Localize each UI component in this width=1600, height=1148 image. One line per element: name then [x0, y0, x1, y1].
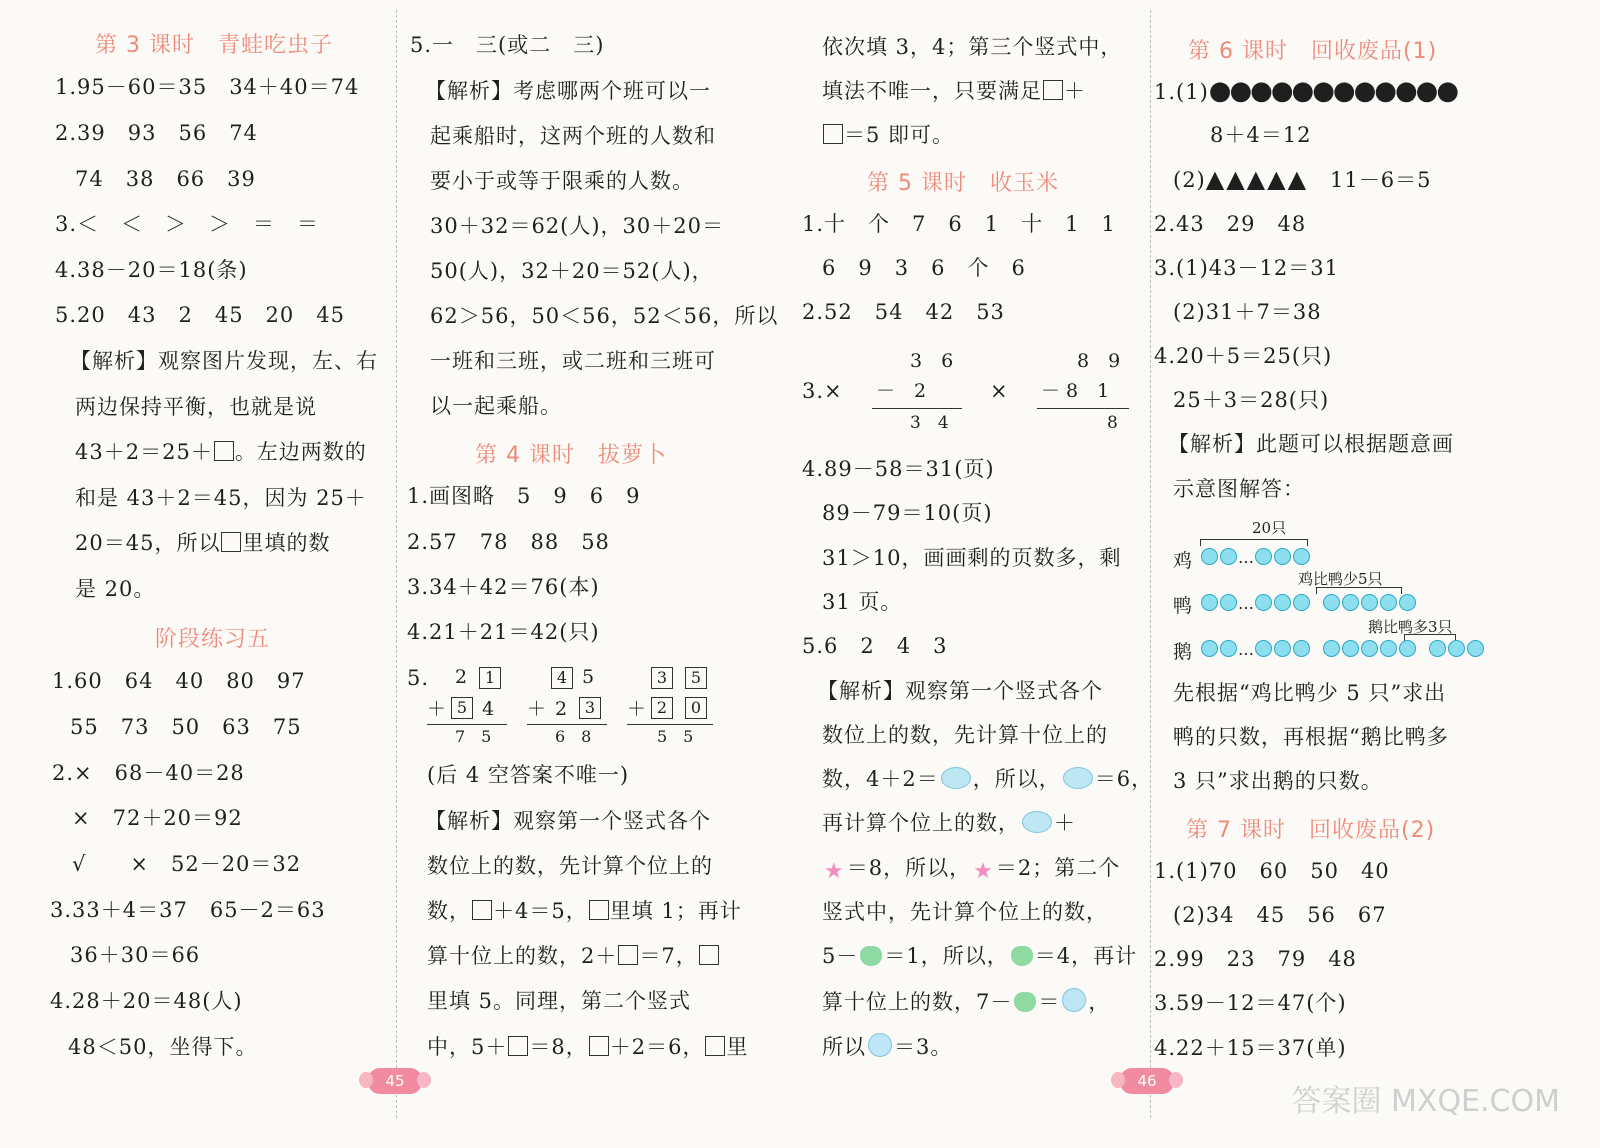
section-title: 第 7 课时 回收废品(2)	[1186, 818, 1436, 843]
explanation-line: 62＞56，50＜56，52＜56，所以	[430, 304, 779, 328]
explanation-line: 数，4＋2＝ ，所以， ＝6，	[822, 767, 1154, 791]
answer-line: (2)34 45 56 67	[1173, 903, 1387, 927]
explanation-line: 先根据“鸡比鸭少 5 只”求出	[1173, 681, 1447, 705]
explanation-line: 【解析】观察第一个竖式各个	[425, 809, 711, 833]
digit: 5	[582, 666, 595, 688]
explanation-line: 里填 5。同理，第二个竖式	[427, 989, 692, 1013]
result: 7 5	[455, 727, 492, 746]
answer-line: 1.60 64 40 80 97	[52, 669, 306, 693]
explanation-line: 算十位上的数，7－ ＝ ，	[822, 990, 1111, 1014]
explanation-line: 50(人)，32＋20＝52(人)，	[430, 259, 714, 283]
oval-symbol	[941, 767, 971, 789]
result: 5 5	[657, 727, 694, 746]
star-symbol: ★	[824, 859, 845, 884]
watermark: 答案圈 MXQE.COM	[1291, 1084, 1560, 1119]
heart-symbol	[860, 946, 882, 966]
digits: 3 6	[910, 350, 954, 372]
answer-line: 4.38－20＝18(条)	[55, 258, 248, 282]
diagram-label: 20只	[1252, 519, 1287, 537]
blank-box	[699, 945, 719, 965]
answer-line: 25＋3＝28(只)	[1173, 388, 1330, 412]
row-label: 鸭	[1173, 595, 1193, 617]
explanation-line: 【解析】此题可以根据题意画	[1168, 432, 1454, 456]
digit: 4	[482, 698, 495, 720]
oval-symbol	[1022, 811, 1052, 833]
answer-box: 2	[651, 697, 673, 719]
explanation-line: 一班和三班，或二班和三班可	[430, 349, 716, 373]
explanation-line: 依次填 3，4；第三个竖式中，	[822, 35, 1123, 59]
answer-line: 36＋30＝66	[70, 943, 201, 967]
result: 3 4	[910, 413, 949, 433]
circle-symbol	[1062, 988, 1086, 1012]
page-number: 46	[1120, 1068, 1174, 1094]
digits: 8 9	[1077, 350, 1121, 372]
answer-box: 1	[479, 667, 501, 689]
blank-box	[823, 124, 843, 144]
row-label: 鹅	[1173, 641, 1193, 663]
explanation-line: 和是 43＋2＝45，因为 25＋	[75, 486, 367, 510]
answer-line: 74 38 66 39	[75, 167, 256, 191]
answer-line: 2.× 68－40＝28	[52, 761, 245, 785]
blank-box	[705, 1036, 725, 1056]
answer-line: ×	[990, 379, 1009, 403]
answer-line: 6 9 3 6 个 6	[822, 256, 1026, 280]
explanation-line: 【解析】观察图片发现，左、右	[70, 349, 378, 373]
answer-box: 0	[685, 697, 707, 719]
answer-line: 2.52 54 42 53	[802, 300, 1005, 324]
heart-symbol	[1011, 946, 1033, 966]
circle-row: …	[1200, 640, 1485, 659]
heart-symbol	[1014, 992, 1036, 1012]
answer-line: 4.28＋20＝48(人)	[50, 989, 243, 1013]
answer-line: 2.43 29 48	[1154, 212, 1307, 236]
answer-line: 1.95－60＝35 34＋40＝74	[55, 75, 360, 99]
explanation-line: 两边保持平衡，也就是说	[75, 395, 317, 419]
explanation-line: 20＝45，所以 里填的数	[75, 531, 331, 555]
explanation-line: ★＝8，所以，★＝2；第二个	[824, 856, 1121, 884]
answer-box: 3	[651, 667, 673, 689]
explanation-line: 5－ ＝1，所以， ＝4，再计	[822, 944, 1138, 968]
answer-line: 3.33＋4＝37 65－2＝63	[50, 898, 326, 922]
note-line: (后 4 空答案不唯一)	[427, 763, 630, 787]
explanation-line: 数位上的数，先计算十位上的	[822, 723, 1108, 747]
explanation-line: 【解析】观察第一个竖式各个	[817, 679, 1103, 703]
answer-line: 1.十 个 7 6 1 十 1 1	[802, 212, 1116, 236]
answer-line: (2)31＋7＝38	[1173, 300, 1322, 324]
answer-line: (2)▲▲▲▲▲ 11－6＝5	[1173, 165, 1432, 193]
answer-line: 31＞10，画画剩的页数多，剩	[822, 546, 1122, 570]
explanation-line: 所以 ＝3。	[822, 1035, 953, 1059]
explanation-line: 数， ＋4＝5， 里填 1；再计	[427, 899, 742, 923]
blank-box	[472, 900, 492, 920]
answer-line: 5.	[407, 666, 430, 690]
diagram-label: 鸡比鸭少5只	[1298, 570, 1383, 588]
answer-line: × 72＋20＝92	[72, 806, 243, 830]
explanation-line: ＝5 即可。	[822, 122, 954, 148]
explanation-line: 算十位上的数，2＋ ＝7，	[427, 943, 720, 969]
answer-line: 5.6 2 4 3	[802, 634, 948, 658]
blank-box	[1043, 80, 1063, 100]
answer-line: √ × 52－20＝32	[72, 852, 302, 876]
answer-line: 3.×	[802, 379, 843, 403]
section-title: 阶段练习五	[155, 627, 271, 652]
digits: － 2	[876, 380, 927, 402]
answer-line: 2.39 93 56 74	[55, 121, 258, 145]
black-triangles: ▲▲▲▲▲	[1205, 165, 1309, 193]
explanation-line: 示意图解答：	[1173, 477, 1305, 501]
column-divider	[1150, 10, 1152, 1118]
circle-symbol	[868, 1033, 892, 1057]
explanation-line: 鸭的只数，再根据“鹅比鸭多	[1173, 725, 1449, 749]
explanation-line: 43＋2＝25＋ 。左边两数的	[75, 440, 367, 464]
answer-box: 5	[685, 667, 707, 689]
blank-box	[589, 900, 609, 920]
answer-line: 1.(1)70 60 50 40	[1154, 859, 1390, 883]
answer-line: 55 73 50 63 75	[70, 715, 302, 739]
explanation-line: 数位上的数，先计算个位上的	[427, 854, 713, 878]
explanation-line: 要小于或等于限乘的人数。	[430, 169, 694, 193]
answer-line: 1.(1)●●●●●●●●●●●●	[1154, 76, 1458, 106]
answer-box: 4	[551, 667, 573, 689]
blank-box	[221, 532, 241, 552]
diagram-label: 鹅比鸭多3只	[1368, 618, 1453, 636]
answer-line: 3.(1)43－12＝31	[1154, 256, 1339, 280]
oval-symbol	[1063, 767, 1093, 789]
blank-box	[589, 1036, 609, 1056]
section-title: 第 3 课时 青蛙吃虫子	[95, 33, 333, 58]
answer-line: 4.22＋15＝37(单)	[1154, 1036, 1347, 1060]
explanation-line: 30＋32＝62(人)，30＋20＝	[430, 214, 724, 238]
explanation-line: 起乘船时，这两个班的人数和	[430, 124, 716, 148]
blank-box	[508, 1036, 528, 1056]
explanation-line: 是 20。	[75, 577, 156, 601]
answer-line: 3.＜ ＜ ＞ ＞ ＝ ＝	[55, 212, 320, 236]
answer-line: 8＋4＝12	[1210, 123, 1312, 147]
answer-line: 1.画图略 5 9 6 9	[407, 484, 641, 508]
row-label: 鸡	[1173, 550, 1193, 572]
answer-line: 89－79＝10(页)	[822, 501, 993, 525]
blank-box	[618, 945, 638, 965]
explanation-line: 竖式中，先计算个位上的数，	[822, 900, 1108, 924]
explanation-line: 填法不唯一，只要满足 ＋	[822, 79, 1086, 103]
star-symbol: ★	[973, 859, 994, 884]
answer-box: 5	[451, 697, 473, 719]
answer-line: 5.一 三(或二 三)	[410, 33, 605, 57]
explanation-line: 3 只”求出鹅的只数。	[1173, 769, 1383, 793]
answer-line: 4.89－58＝31(页)	[802, 457, 995, 481]
column-divider	[396, 10, 398, 1118]
page-number: 45	[368, 1068, 422, 1094]
result: 8	[1107, 413, 1118, 433]
answer-line: 3.34＋42＝76(本)	[407, 575, 600, 599]
answer-line: 31 页。	[822, 590, 903, 614]
explanation-line: 再计算个位上的数， ＋	[822, 811, 1076, 835]
answer-line: 5.20 43 2 45 20 45	[55, 303, 346, 327]
black-dots: ●●●●●●●●●●●●	[1208, 76, 1458, 106]
section-title: 第 5 课时 收玉米	[867, 171, 1059, 196]
answer-box: 3	[579, 697, 601, 719]
result: 6 8	[555, 727, 592, 746]
answer-line: 3.59－12＝47(个)	[1154, 991, 1347, 1015]
circle-row: …	[1200, 548, 1311, 567]
digit: 2	[455, 666, 468, 688]
explanation-line: 中，5＋ ＝8， ＋2＝6， 里	[427, 1035, 749, 1059]
answer-line: 2.99 23 79 48	[1154, 947, 1357, 971]
section-title: 第 4 课时 拔萝卜	[475, 443, 667, 468]
section-title: 第 6 课时 回收废品(1)	[1188, 39, 1438, 64]
explanation-line: 【解析】考虑哪两个班可以一	[425, 79, 711, 103]
digits: － 8 1	[1041, 380, 1110, 402]
digit: 2	[555, 698, 568, 720]
answer-line: 4.21＋21＝42(只)	[407, 620, 600, 644]
blank-box	[214, 441, 234, 461]
circle-row: …	[1200, 594, 1417, 613]
answer-line: 2.57 78 88 58	[407, 530, 610, 554]
explanation-line: 以一起乘船。	[430, 394, 562, 418]
answer-line: 4.20＋5＝25(只)	[1154, 344, 1333, 368]
answer-line: 48＜50，坐得下。	[68, 1035, 258, 1059]
